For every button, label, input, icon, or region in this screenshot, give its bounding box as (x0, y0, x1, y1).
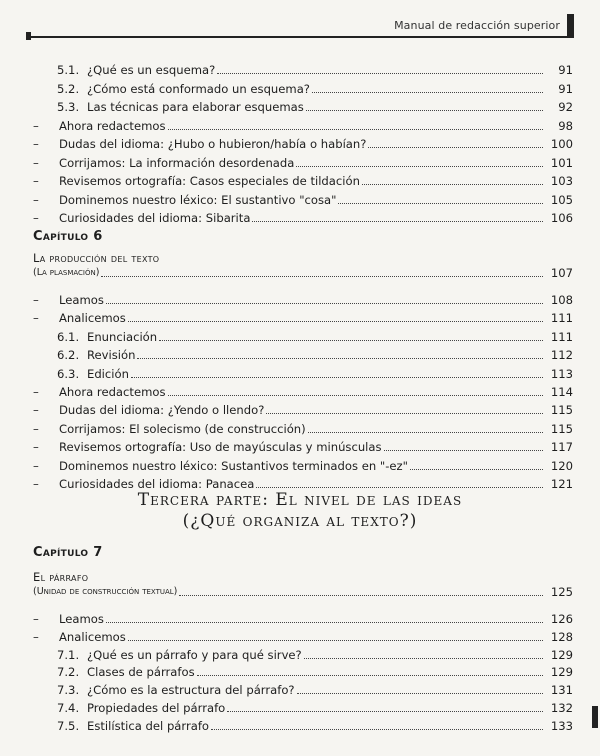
leader-dots (296, 166, 543, 167)
entry-number: 7.5. (57, 718, 80, 733)
page-number: 132 (550, 701, 573, 715)
leader-dots (297, 693, 543, 694)
header-right-mark (567, 14, 574, 36)
leader-dots (197, 675, 543, 676)
page-number: 117 (550, 440, 573, 455)
leader-dots (338, 203, 543, 204)
leader-dots (368, 147, 543, 148)
header-title: Manual de redacción superior (394, 19, 560, 32)
chapter-6-subtitle: (La plasmación) (33, 267, 100, 278)
page-number: 112 (550, 348, 573, 363)
toc-entry (33, 172, 573, 188)
leader-dots (306, 110, 543, 111)
entry-number: 7.2. (57, 665, 80, 680)
entry-title: Las técnicas para elaborar esquemas (87, 100, 304, 114)
entry-title: Leamos (59, 612, 104, 626)
leader-dots (217, 73, 543, 74)
chapter-6-title: La producción del texto (33, 251, 160, 265)
entry-title: Propiedades del párrafo (87, 701, 226, 715)
entry-title: Leamos (59, 293, 104, 307)
entry-number: 5.2. (57, 81, 80, 96)
entry-dash: – (33, 211, 39, 225)
entry-number: 6.1. (57, 329, 80, 344)
toc-entry (33, 309, 573, 325)
toc-entry (33, 438, 573, 454)
page-number: 113 (550, 366, 573, 381)
page-number: 120 (550, 458, 573, 473)
toc-entry (33, 80, 573, 96)
part-3-line-1: Tercera parte: El nivel de las ideas (137, 490, 463, 510)
leader-dots (384, 450, 543, 451)
entry-title: Curiosidades del idioma: Panacea (59, 477, 255, 491)
toc-entry (33, 383, 573, 399)
chapter-7-title: El párrafo (33, 570, 89, 584)
entry-number: 7.3. (57, 683, 80, 698)
page-number: 128 (550, 629, 573, 644)
entry-dash: – (33, 403, 39, 418)
page-number: 107 (550, 266, 573, 280)
leader-dots (410, 469, 543, 470)
toc-entry (33, 475, 573, 491)
toc-entry (33, 681, 573, 697)
entry-title: Clases de párrafos (87, 665, 195, 680)
page-number: 91 (558, 81, 573, 96)
leader-dots (128, 640, 543, 641)
leader-dots (159, 340, 543, 341)
entry-dash: – (33, 174, 39, 188)
leader-dots (304, 658, 543, 659)
header-left-mark (26, 32, 31, 40)
running-header (26, 14, 574, 38)
toc-entry (33, 117, 573, 133)
entry-dash: – (33, 155, 39, 170)
chapter-7-subtitle-row (33, 583, 573, 599)
leader-dots (168, 129, 543, 130)
entry-number: 7.1. (57, 647, 80, 662)
toc-entry (33, 646, 573, 662)
entry-number: 6.2. (57, 348, 80, 363)
chapter-6-heading: Capítulo 6 (33, 229, 103, 244)
entry-dash: – (33, 440, 39, 455)
page-number: 129 (550, 647, 573, 662)
leader-dots (137, 358, 543, 359)
entry-dash: – (33, 612, 39, 626)
page-edge-mark (592, 706, 598, 728)
toc-entry (33, 457, 573, 473)
page-number: 91 (558, 63, 573, 77)
page-number: 111 (550, 329, 573, 344)
page-number: 111 (550, 311, 573, 326)
leader-dots (256, 487, 543, 488)
chapter-6-subtitle-row (33, 264, 573, 280)
entry-dash: – (33, 311, 39, 326)
page-number: 114 (550, 385, 573, 399)
entry-title: Analicemos (59, 311, 126, 326)
entry-dash: – (33, 421, 39, 436)
page-number: 98 (558, 118, 573, 133)
page-number: 133 (550, 718, 573, 733)
entry-title: Ahora redactemos (59, 118, 166, 133)
entry-title: ¿Cómo es la estructura del párrafo? (87, 683, 295, 698)
entry-dash: – (33, 385, 39, 399)
entry-dash: – (33, 118, 39, 133)
entry-title: Revisión (87, 348, 136, 363)
page-number: 129 (550, 665, 573, 680)
toc-entry (33, 61, 573, 77)
leader-dots (131, 377, 543, 378)
entry-title: Analicemos (59, 629, 126, 644)
leader-dots (266, 413, 543, 414)
toc-entry (33, 663, 573, 679)
chapter-7-subtitle: (Unidad de construcción textual) (33, 586, 178, 597)
leader-dots (252, 221, 543, 222)
toc-entry (33, 98, 573, 114)
toc-entry (33, 291, 573, 307)
toc-entry (33, 209, 573, 225)
leader-dots (168, 395, 543, 396)
leader-dots (211, 729, 543, 730)
page-number: 121 (550, 477, 573, 491)
toc-entry (33, 135, 573, 151)
entry-title: Dominemos nuestro léxico: Sustantivos terminados en "-ez" (59, 458, 408, 473)
entry-title: ¿Qué es un párrafo y para qué sirve? (87, 647, 302, 662)
page-number: 108 (550, 293, 573, 307)
page-number: 101 (550, 155, 573, 170)
toc-entry (33, 154, 573, 170)
leader-dots (227, 711, 543, 712)
toc-entry (33, 191, 573, 207)
chapter-7-heading: Capítulo 7 (33, 545, 103, 560)
page-number: 115 (550, 403, 573, 418)
entry-title: Revisemos ortografía: Casos especiales de tildación (59, 174, 360, 188)
entry-title: ¿Qué es un esquema? (87, 63, 216, 77)
entry-number: 5.1. (57, 63, 80, 77)
toc-entry (33, 717, 573, 733)
page-number: 103 (550, 174, 573, 188)
page-number: 131 (550, 683, 573, 698)
entry-dash: – (33, 192, 39, 207)
page-number: 115 (550, 421, 573, 436)
entry-dash: – (33, 458, 39, 473)
part-3-title (0, 490, 600, 532)
entry-title: ¿Cómo está conformado un esquema? (87, 81, 310, 96)
entry-number: 5.3. (57, 100, 80, 114)
entry-title: Enunciación (87, 329, 158, 344)
entry-number: 7.4. (57, 701, 80, 715)
leader-dots (101, 276, 543, 277)
leader-dots (308, 432, 543, 433)
entry-title: Corrijamos: La información desordenada (59, 155, 295, 170)
entry-number: 6.3. (57, 366, 80, 381)
toc-entry (33, 610, 573, 626)
leader-dots (106, 303, 543, 304)
entry-title: Revisemos ortografía: Uso de mayúsculas y minúsculas (59, 440, 382, 455)
entry-title: Edición (87, 366, 129, 381)
entry-title: Curiosidades del idioma: Sibarita (59, 211, 251, 225)
entry-title: Dudas del idioma: ¿Hubo o hubieron/había o habían? (59, 137, 367, 151)
part-3-line-2: (¿Qué organiza al texto?) (182, 511, 418, 531)
entry-title: Dudas del idioma: ¿Yendo o llendo? (59, 403, 265, 418)
page-number: 125 (550, 585, 573, 599)
toc-entry (33, 365, 573, 381)
leader-dots (128, 321, 543, 322)
entry-dash: – (33, 137, 39, 151)
entry-dash: – (33, 629, 39, 644)
entry-dash: – (33, 293, 39, 307)
leader-dots (312, 92, 543, 93)
toc-entry (33, 328, 573, 344)
entry-title: Estilística del párrafo (87, 718, 210, 733)
entry-dash: – (33, 477, 39, 491)
page-number: 100 (550, 137, 573, 151)
leader-dots (362, 184, 543, 185)
entry-title: Corrijamos: El solecismo (de construcción) (59, 421, 306, 436)
page-number: 105 (550, 192, 573, 207)
entry-title: Dominemos nuestro léxico: El sustantivo "cosa" (59, 192, 337, 207)
toc-entry (33, 346, 573, 362)
leader-dots (179, 595, 543, 596)
toc-entry (33, 420, 573, 436)
toc-entry (33, 401, 573, 417)
toc-entry (33, 628, 573, 644)
toc-entry (33, 699, 573, 715)
entry-title: Ahora redactemos (59, 385, 166, 399)
leader-dots (106, 622, 543, 623)
page-number: 126 (550, 612, 573, 626)
page-number: 92 (558, 100, 573, 114)
page-number: 106 (550, 211, 573, 225)
